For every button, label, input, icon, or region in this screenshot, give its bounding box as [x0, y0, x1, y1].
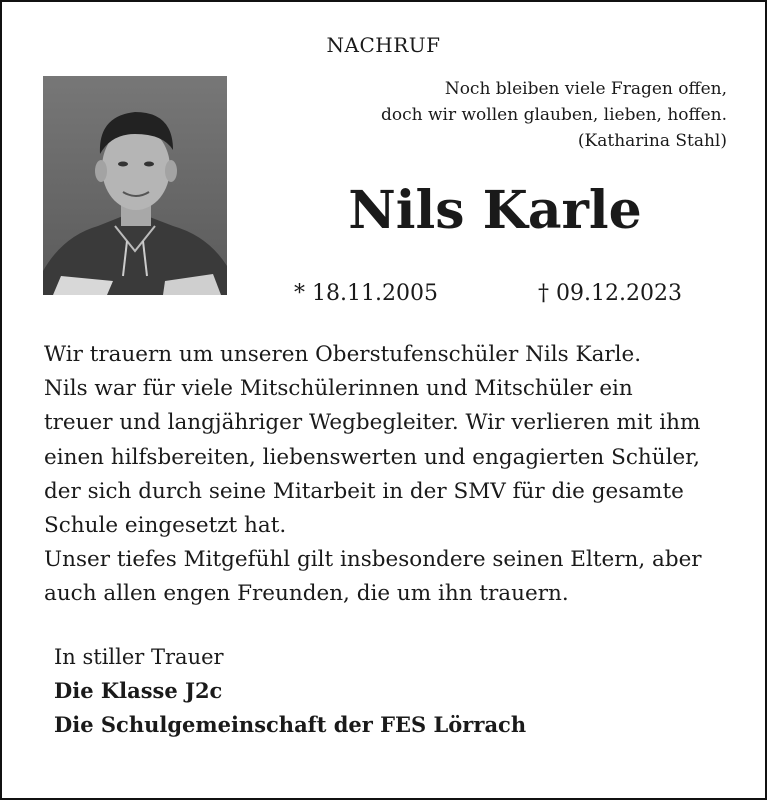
- quote-author: (Katharina Stahl): [577, 131, 727, 151]
- text-line: Nils war für viele Mitschülerinnen und Mitschüler ein: [44, 376, 633, 402]
- portrait-icon: [43, 76, 227, 295]
- text-line: Unser tiefes Mitgefühl gilt insbesondere seinen Eltern, aber: [44, 547, 702, 573]
- signer-class: Die Klasse J2c: [54, 678, 223, 703]
- quote-block: [287, 76, 727, 154]
- text-line: Schule eingesetzt hat.: [44, 513, 287, 539]
- quote-line: Noch bleiben viele Fragen offen,: [444, 79, 727, 99]
- text-line: auch allen engen Freunden, die um ihn trauern.: [44, 581, 569, 607]
- obituary-text: [44, 338, 744, 612]
- signer-school: Die Schulgemeinschaft der FES Lörrach: [54, 712, 527, 737]
- birth-date: * 18.11.2005: [294, 281, 438, 306]
- quote-line: doch wir wollen glauben, lieben, hoffen.: [381, 105, 727, 125]
- signoff-intro: In stiller Trauer: [54, 645, 224, 669]
- deceased-name: Nils Karle: [348, 180, 642, 241]
- signoff-block: [54, 640, 526, 742]
- text-line: einen hilfsbereiten, liebenswerten und engagierten Schüler,: [44, 444, 700, 470]
- text-line: Wir trauern um unseren Oberstufenschüler Nils Karle.: [44, 342, 642, 367]
- death-date: † 09.12.2023: [538, 281, 682, 306]
- portrait-photo: [43, 76, 227, 295]
- text-line: treuer und langjähriger Wegbegleiter. Wir verlieren mit ihm: [44, 410, 701, 436]
- text-line: der sich durch seine Mitarbeit in der SMV für die gesamte: [44, 478, 684, 504]
- obituary-heading: NACHRUF: [326, 33, 441, 57]
